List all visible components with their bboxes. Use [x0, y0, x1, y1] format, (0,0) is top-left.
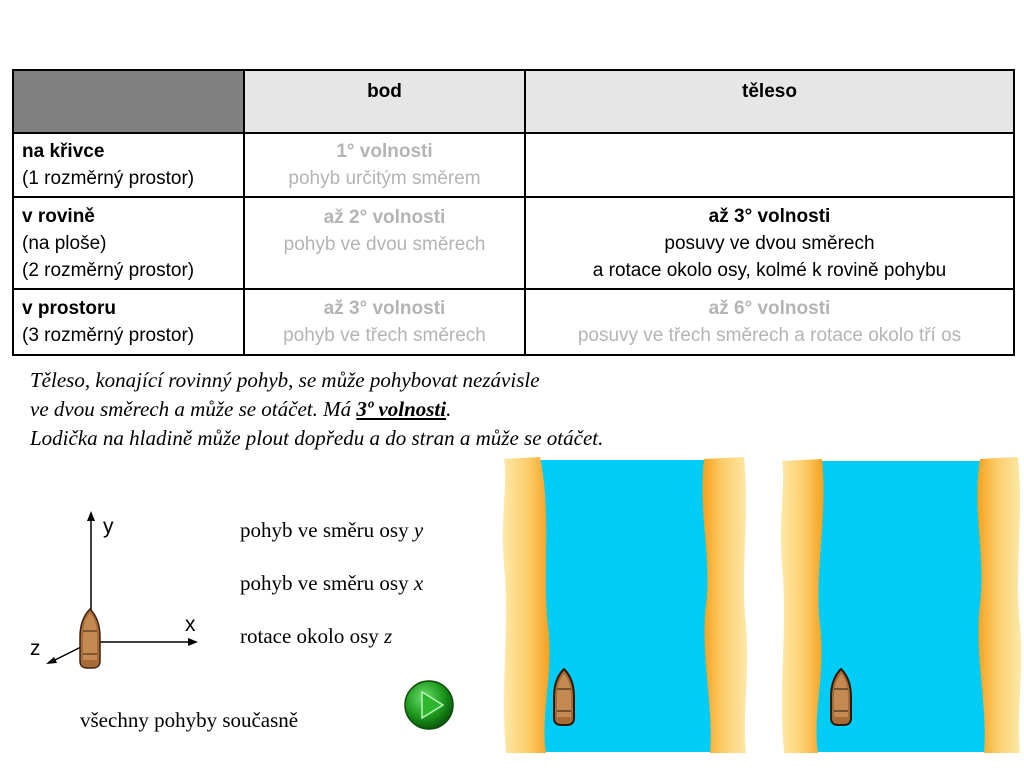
paragraph-line: Lodička na hladině může plout dopředu a do stran a může se otáčet. [30, 426, 604, 450]
row-head-curve [13, 133, 244, 197]
cell-title: až 2° volnosti [323, 207, 446, 228]
paragraph-line: Těleso, konající rovinný pohyb, se může pohybovat nezávisle [30, 368, 540, 392]
motion-text: pohyb ve směru osy [240, 571, 414, 595]
cell-bod-plane [244, 197, 525, 289]
cell-desc: pohyb určitým směrem [288, 168, 481, 189]
cell-teleso-curve [525, 133, 1014, 197]
row-title: v prostoru [22, 298, 116, 319]
header-teleso: těleso [525, 70, 1014, 133]
cell-desc: pohyb ve dvou směrech [283, 234, 486, 255]
table-header-row [13, 70, 1014, 133]
row-subtitle: (2 rozměrný prostor) [22, 259, 195, 281]
boat-icon [80, 609, 100, 668]
play-button[interactable] [403, 679, 455, 731]
row-title: v rovině [22, 205, 95, 227]
motion-y [240, 518, 423, 543]
axis-label-x: x [185, 613, 196, 636]
motion-text: pohyb ve směru osy [240, 518, 414, 542]
motion-axis: x [413, 571, 424, 595]
row-subtitle: (1 rozměrný prostor) [22, 168, 195, 189]
motion-axis: z [384, 624, 393, 648]
table-row [13, 197, 1014, 289]
cell-desc: posuvy ve dvou směrech [664, 232, 875, 254]
axis-label-z: z [30, 637, 41, 660]
motion-z [240, 624, 392, 649]
row-subtitle: (na ploše) [22, 232, 107, 254]
row-head-space [13, 289, 244, 355]
degrees-highlight: 3º volnosti [356, 397, 447, 421]
explanation-paragraph [30, 366, 603, 453]
river-scene-right [776, 455, 1024, 755]
left-shore [503, 457, 550, 753]
motion-x [240, 571, 423, 596]
cell-desc: pohyb ve třech směrech [283, 325, 486, 346]
motion-axis: y [413, 518, 424, 542]
axis-label-y: y [103, 515, 114, 538]
header-bod: bod [244, 70, 525, 133]
boat-icon [554, 669, 574, 725]
row-head-plane [13, 197, 244, 289]
cell-title: až 3° volnosti [708, 205, 831, 227]
cell-teleso-space [525, 289, 1014, 355]
table-row [13, 133, 1014, 197]
paragraph-line [30, 395, 603, 424]
paragraph-text: ve dvou směrech a může se otáčet. Má [30, 397, 357, 421]
table-row [13, 289, 1014, 355]
cell-bod-space [244, 289, 525, 355]
cell-bod-curve [244, 133, 525, 197]
cell-teleso-plane [525, 197, 1014, 289]
table-corner-cell [13, 70, 244, 133]
motion-text: rotace okolo osy [240, 624, 385, 648]
right-shore [977, 457, 1021, 753]
left-shore [781, 459, 824, 753]
cell-desc: a rotace okolo osy, kolmé k rovině pohybu [592, 259, 947, 281]
cell-title: až 6° volnosti [708, 298, 831, 319]
water [520, 460, 735, 752]
water [796, 461, 1006, 752]
all-motions-label: všechny pohyby současně [80, 708, 299, 732]
paragraph-text: . [446, 397, 452, 421]
cell-title: až 3° volnosti [323, 298, 446, 319]
cell-desc: posuvy ve třech směrech a rotace okolo tří os [577, 325, 962, 346]
row-title: na křivce [22, 141, 105, 162]
river-scene-left [500, 455, 750, 755]
degrees-of-freedom-table [12, 69, 1015, 356]
row-subtitle: (3 rozměrný prostor) [22, 325, 195, 346]
boat-icon [831, 669, 851, 725]
cell-title: 1° volnosti [336, 141, 433, 162]
coordinate-axes [25, 505, 215, 670]
